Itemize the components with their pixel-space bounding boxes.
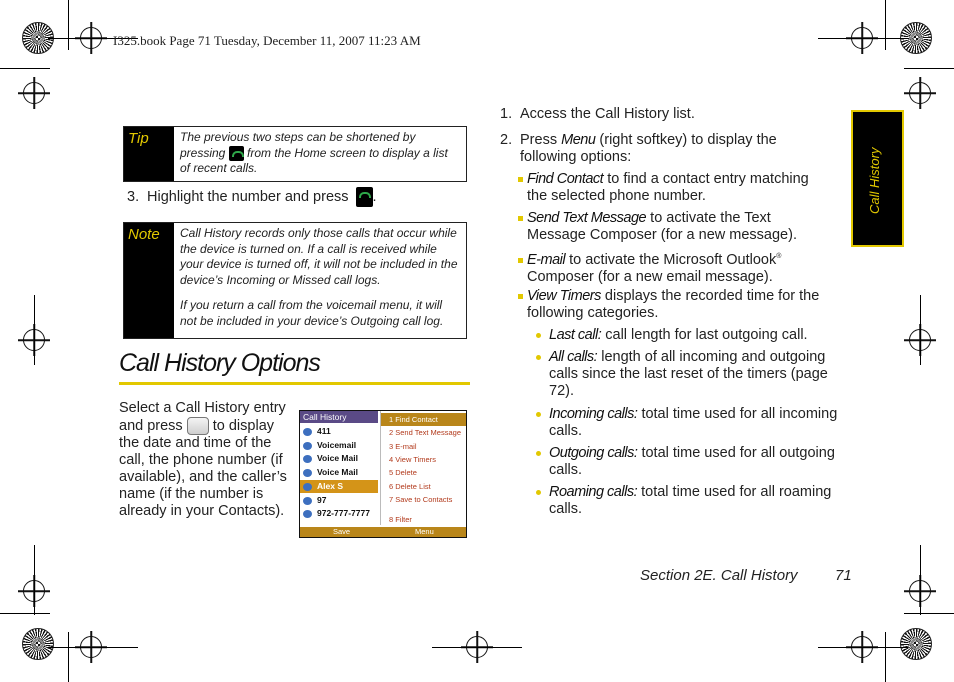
crop-line	[68, 0, 69, 50]
note-box	[123, 222, 467, 339]
call-list-item: Alex S	[300, 480, 378, 494]
menu-option: 3 E-mail	[389, 441, 417, 451]
step-text: Highlight the number and press	[147, 188, 349, 205]
menu-option: 2 Send Text Message	[389, 428, 461, 438]
menu-option: 5 Delete	[389, 468, 417, 478]
crop-line	[904, 613, 954, 614]
tip-text-before: The previous two steps can be shortened by pressing	[180, 130, 416, 160]
timer-item: Roaming calls: total time used for all roaming calls.	[549, 484, 839, 518]
section-title: Call History Options	[119, 349, 320, 377]
phone-screen	[299, 410, 467, 538]
contact-icon	[303, 428, 312, 436]
step-3	[127, 187, 377, 207]
intro-before: Select a Call History entry and press	[119, 400, 286, 434]
menu-option: 1 Find Contact	[381, 413, 467, 426]
right-step-2: 2. Press Menu (right softkey) to display the following options:	[500, 132, 777, 165]
registration-mark	[23, 82, 45, 104]
page-number: 71	[835, 567, 852, 584]
footer-section: Section 2E. Call History	[640, 567, 798, 584]
ok-key-icon	[187, 417, 209, 435]
crop-line	[818, 38, 908, 39]
step-number: 3.	[127, 188, 140, 205]
option-item: View Timers displays the recorded time for the following categories.	[527, 288, 832, 322]
call-list-item: Voicemail	[300, 439, 378, 453]
call-history-header: Call History	[300, 411, 378, 423]
registration-starburst	[22, 628, 54, 660]
tip-label: Tip	[124, 127, 174, 181]
bullet-dot	[536, 451, 541, 456]
call-list-item: 411	[300, 425, 378, 439]
crop-line	[920, 295, 921, 365]
print-header: I325.book Page 71 Tuesday, December 11, 2007 11:23 AM	[113, 33, 421, 48]
contact-icon	[303, 442, 312, 450]
talk-key-icon	[229, 146, 244, 161]
timer-item: Last call: call length for last outgoing call.	[549, 327, 839, 344]
option-item: Send Text Message to activate the Text Message Composer (for a new message).	[527, 210, 832, 244]
softkey-bar	[300, 527, 466, 537]
crop-line	[432, 647, 522, 648]
options-menu	[380, 411, 467, 525]
menu-option: 7 Save to Contacts	[389, 494, 453, 504]
crop-line	[34, 545, 35, 615]
right-step-1: 1. Access the Call History list.	[500, 106, 695, 122]
intro-paragraph	[119, 400, 291, 520]
crop-line	[68, 632, 69, 682]
call-list-item: Voice Mail	[300, 466, 378, 480]
crop-line	[818, 647, 908, 648]
menu-option: 6 Delete List	[389, 481, 431, 491]
call-list-item: 97	[300, 494, 378, 508]
note-paragraph-2: If you return a call from the voicemail menu, it will not be included in your device’s Outgoing call log.	[180, 298, 444, 328]
contact-icon	[303, 455, 312, 463]
bullet-dot	[536, 355, 541, 360]
call-list-item: Voice Mail	[300, 452, 378, 466]
timer-item: Incoming calls: total time used for all incoming calls.	[549, 406, 839, 440]
contact-icon	[303, 483, 312, 491]
side-tab-label: Call History	[867, 147, 882, 214]
save-softkey: Save	[333, 527, 351, 536]
contact-icon	[303, 510, 312, 518]
bullet-dot	[536, 490, 541, 495]
menu-option: 8 Filter	[389, 515, 412, 524]
crop-line	[0, 613, 50, 614]
crop-line	[904, 68, 954, 69]
section-side-tab	[851, 110, 904, 247]
crop-line	[885, 0, 886, 50]
note-text	[174, 223, 466, 338]
tip-text	[174, 127, 466, 181]
crop-line	[48, 647, 138, 648]
contact-icon	[303, 497, 312, 505]
timer-item: Outgoing calls: total time used for all outgoing calls.	[549, 445, 839, 479]
bullet-square	[518, 177, 523, 182]
title-underline	[119, 382, 470, 385]
option-item: Find Contact to find a contact entry matching the selected phone number.	[527, 171, 832, 205]
call-list-item: 972-777-7777	[300, 507, 378, 521]
bullet-dot	[536, 412, 541, 417]
registration-starburst	[900, 628, 932, 660]
tip-box	[123, 126, 467, 182]
option-item: E-mail to activate the Microsoft Outlook® Composer (for a new email message).	[527, 248, 832, 286]
step-end: .	[372, 188, 377, 205]
crop-line	[0, 68, 50, 69]
bullet-square	[518, 216, 523, 221]
note-paragraph-1: Call History records only those calls that occur while the device is turned on. If a call is received while your device is turned off, it will not be included in the device’s Incoming or Missed call logs.	[180, 226, 458, 287]
talk-key-icon	[356, 187, 373, 207]
intro-after: to display the date and time of the call, the phone number (if available), and the caller’s name (if the number is already in your Contacts).	[119, 417, 287, 519]
note-label: Note	[124, 223, 174, 338]
bullet-square	[518, 258, 523, 263]
contact-icon	[303, 469, 312, 477]
crop-line	[885, 632, 886, 682]
registration-mark	[909, 82, 931, 104]
menu-option: 4 View Timers	[389, 454, 436, 464]
menu-term: Menu	[561, 132, 596, 148]
bullet-square	[518, 294, 523, 299]
tip-text-after: from the Home screen to display a list of recent calls.	[180, 145, 448, 175]
bullet-dot	[536, 333, 541, 338]
crop-line	[920, 545, 921, 615]
crop-line	[34, 295, 35, 365]
menu-softkey: Menu	[415, 527, 434, 536]
timer-item: All calls: length of all incoming and outgoing calls since the last reset of the timers (page 72).	[549, 349, 834, 400]
